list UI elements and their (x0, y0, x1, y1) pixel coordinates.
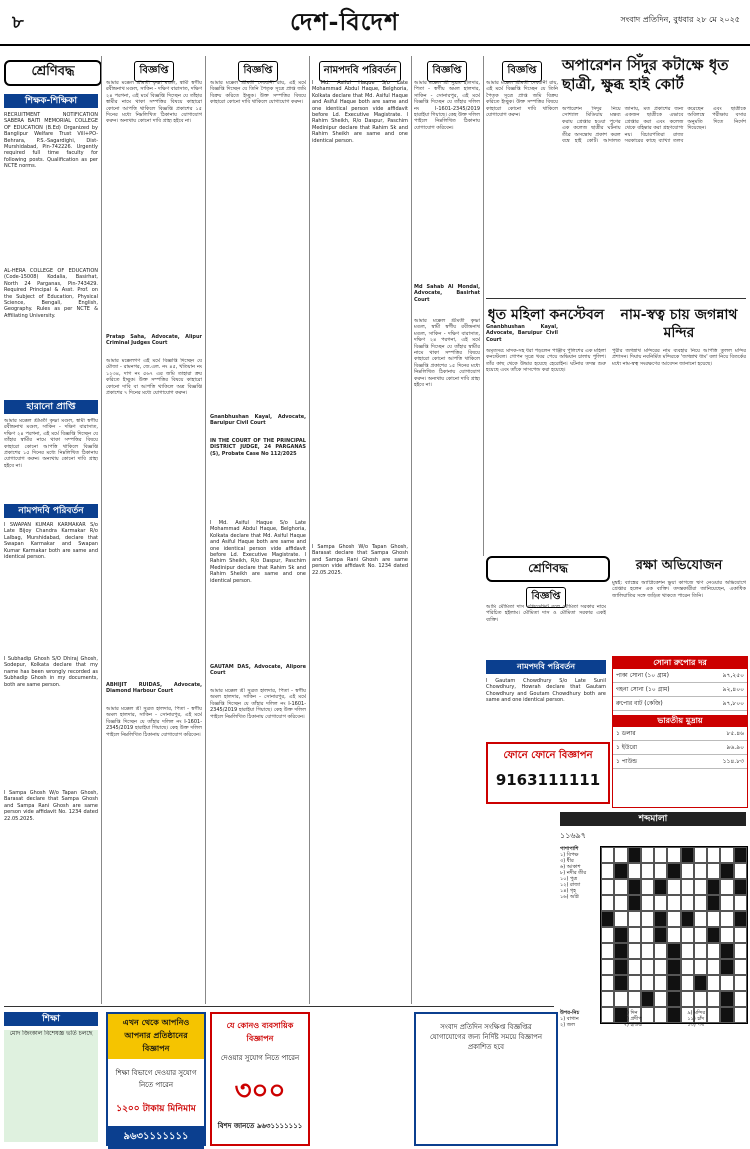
crossword-cell[interactable] (681, 975, 694, 991)
crossword-cell[interactable] (681, 863, 694, 879)
crossword-cell[interactable] (681, 847, 694, 863)
gold-rate-label: রুপোর বাট (কেজি) (616, 700, 663, 707)
crossword-cell[interactable] (667, 927, 680, 943)
crossword-cell[interactable] (614, 927, 627, 943)
crossword-cell[interactable] (694, 975, 707, 991)
main-headline: অপারেশন সিঁদুর কটাক্ষে ধৃত ছাত্রী, ক্ষুব্ধ হাই কোর্ট (562, 56, 729, 93)
crossword-cell[interactable] (694, 911, 707, 927)
crossword-cell[interactable] (720, 895, 733, 911)
phone-ad (486, 742, 610, 804)
classified2-nc-text: I Gautam Chowdhury S/o Late Sunil Chowdhury, Howrah declare that Gautam Chowdhury and Goutam Chowdhury both are same and one identical person. (486, 678, 606, 704)
court-heading: IN THE COURT OF THE PRINCIPAL DISTRICT JUDGE, 24 PARGANAS (S), Probate Case No 112/2025 (210, 438, 306, 457)
crossword-cell[interactable] (720, 975, 733, 991)
crossword-cell[interactable] (720, 959, 733, 975)
main-story-text: অপারেশন সিঁদুর নিয়ে সোশ্যাল মিডিয়ায় মন্তব্য করায় গ্রেপ্তার হওয়া পুণের এক কলেজ ছাত্রীর ঘটনায় তীব্র অসন্তোষ প্রকাশ করল বম্বে হাই কোর্ট। আদালত জানায়, মত প্রকাশের জন্য একজন ছাত্রীকে এভাবে গ্রেপ্তার করা এবং কলেজ থেকে বহিষ্কার করা গ্রহণযোগ্য নয়। বিচারপতিরা রাজ্য সরকারের কাছে ব্যাখ্যা তলব করেছেন এবং ছাত্রীকে অবিলম্বে পরীক্ষায় বসার অনুমতি দিতে নির্দেশ দিয়েছেন। (562, 106, 746, 145)
gold-rate-row (613, 669, 747, 683)
crossword-cell[interactable] (667, 847, 680, 863)
across-clue: ১০) পুত্র (560, 876, 578, 882)
market-box (612, 656, 748, 808)
classified2-label: বিজ্ঞপ্তি (526, 587, 565, 608)
crossword-cell[interactable] (681, 943, 694, 959)
currency-rate-row (613, 741, 747, 755)
crossword-cell[interactable] (707, 991, 720, 1007)
crossword-cell[interactable] (641, 975, 654, 991)
crossword-cell[interactable] (614, 863, 627, 879)
crossword-cell[interactable] (654, 943, 667, 959)
crossword-cell[interactable] (614, 943, 627, 959)
across-label: পাশাপাশি (560, 846, 579, 852)
crossword-cell[interactable] (654, 959, 667, 975)
crossword-cell[interactable] (641, 927, 654, 943)
crossword-cell[interactable] (707, 911, 720, 927)
crossword-cell[interactable] (720, 847, 733, 863)
bottom-divider (4, 1006, 554, 1007)
lost-found-text: আমার মক্কেল শ্রীমতী কৃষ্ণা মণ্ডল, স্বামী স্বর্গীয় রবীন্দ্রনাথ মণ্ডল, সাকিন - দক্ষিণ বারাসাত, দক্ষিণ ২৪ পরগনা, এই মর্মে বিজ্ঞপ্তি দিচ্ছেন যে তাঁহার স্বামীর নামে থাকা সম্পত্তির বিষয়ে কাহারো কোনো আপত্তি থাকিলে বিজ্ঞপ্তি প্রকাশের ১৫ দিনের মধ্যে নিম্নলিখিত ঠিকানায় যোগাযোগ করুন। অন্যথায় কোনো দাবি গ্রাহ্য হইবে না। (4, 418, 98, 469)
crossword-cell[interactable] (734, 895, 747, 911)
crossword-cell[interactable] (734, 975, 747, 991)
crossword-cell[interactable] (681, 879, 694, 895)
crossword-cell[interactable] (720, 991, 733, 1007)
notice-label-wrap (106, 58, 202, 82)
crossword-cell[interactable] (601, 943, 614, 959)
crossword-cell[interactable] (628, 895, 641, 911)
currency-rate-label: ১ ডলার (616, 730, 636, 737)
notice3-signer: Md Sahab Al Mondal, Advocate, Basirhat Court (414, 284, 480, 303)
dateline: সংবাদ প্রতিদিন, বুধবার ২৮ মে ২০২৫ (620, 15, 740, 24)
crossword-cell[interactable] (707, 975, 720, 991)
notice4-signer: Gnanbhushan Kayal, Advocate, Baruipur Civil Court (486, 324, 558, 343)
notice3-label-wrap (414, 58, 480, 82)
currency-rate-value: ৮৫.৪৬ (726, 730, 744, 737)
crossword-cell[interactable] (667, 911, 680, 927)
crossword-cell[interactable] (614, 911, 627, 927)
crossword-cell[interactable] (734, 911, 747, 927)
crossword-cell[interactable] (601, 959, 614, 975)
crossword-cell[interactable] (654, 911, 667, 927)
crossword-across (560, 846, 598, 996)
crossword-cell[interactable] (654, 879, 667, 895)
gold-rate-label: পাকা সোনা (১০ গ্রাম) (616, 672, 669, 679)
recruitment-ad-2: AL-HERA COLLEGE OF EDUCATION (Code-15008) Kodalia, Basirhat, North 24 Parganas, Pin-743429. Required Principal & Asst. Prof. on the Subject of Education, Physical Science, Bengali, English, Geography. Rules as per NCTE & Affiliating University. (4, 268, 98, 319)
crossword-cell[interactable] (720, 927, 733, 943)
crossword-cell[interactable] (734, 879, 747, 895)
brief-notice-box (414, 1012, 558, 1146)
crossword-cell[interactable] (681, 911, 694, 927)
column-divider (411, 56, 412, 1004)
crossword-cell[interactable] (641, 911, 654, 927)
story2-text: অমৃতসর: মাদক-সহ ধরা পড়লেন পাঞ্জাব পুলিশের এক মহিলা কনস্টেবল। গোপন সূত্রে খবর পেয়ে অভিযান চালায় পুলিশ। তাঁর কাছ থেকে উদ্ধার হয়েছে হেরোইন। ঘটনার তদন্ত শুরু হয়েছে এবং তাঁকে সাসপেন্ড করা হয়েছে। (486, 348, 606, 374)
notice2-label-wrap (210, 58, 306, 82)
story-divider (486, 298, 746, 299)
crossword-grid (600, 846, 748, 1024)
gold-rate-row (613, 697, 747, 711)
down-clue: ৪) দিন (623, 1010, 638, 1016)
classified-title: শ্রেণিবদ্ধ (31, 64, 75, 79)
crossword-cell[interactable] (694, 991, 707, 1007)
classified2-box (486, 556, 610, 582)
down-label: উপর-নিচ (560, 1010, 580, 1016)
name-change-label: নামপদবি পরিবর্তন (4, 504, 98, 518)
crossword-cell[interactable] (641, 943, 654, 959)
crossword-number: ১১৬৯৭ (560, 831, 586, 840)
crossword-cell[interactable] (641, 991, 654, 1007)
lost-found-label: হারানো প্রাপ্তি (4, 400, 98, 414)
crossword-cell[interactable] (667, 943, 680, 959)
gold-title: সোনা রুপোর দর (613, 657, 747, 669)
brief-notice-text: সংবাদ প্রতিদিন সংক্ষিপ্ত বিজ্ঞপ্তির যোগাযোগের জন্য নির্দিষ্ট সময়ে বিজ্ঞাপন প্রকাশিত হবে (429, 1023, 543, 1051)
crossword-cell[interactable] (628, 911, 641, 927)
crossword-cell[interactable] (667, 895, 680, 911)
across-clue: ১৬) অগ্নি (560, 894, 579, 900)
crossword-cell[interactable] (641, 895, 654, 911)
notice3-label: বিজ্ঞপ্তি (427, 61, 466, 82)
crossword-cell[interactable] (681, 959, 694, 975)
promo-ad-phone: ৯৬৩১১১১১১১ (108, 1126, 204, 1149)
crossword-cell[interactable] (734, 927, 747, 943)
notice-text-3: আমার মক্কেল শ্রী সুব্রত হালদার, পিতা - স্বর্গীয় অমল হালদার, সাকিন - সোনারপুর, এই মর্মে বিজ্ঞপ্তি দিচ্ছেন যে তাঁহার দলিল নং I-1601-2345/2019 হারাইয়া গিয়াছে। কেহ উক্ত দলিল পাইলে নিম্নলিখিত ঠিকানায় যোগাযোগ করিবেন। (106, 706, 202, 738)
court-signer: GAUTAM DAS, Advocate, Alipore Court (210, 664, 306, 677)
across-clue: ১) বিপক্ষ (560, 852, 579, 858)
business-ad-phone: বিশদ জানতে ৯৬৩১১১১১১১ (217, 1122, 303, 1130)
crossword-cell[interactable] (734, 847, 747, 863)
crossword-cell[interactable] (628, 879, 641, 895)
probate-text: আমার মক্কেল শ্রী সুব্রত হালদার, পিতা - স্বর্গীয় অমল হালদার, সাকিন - সোনারপুর, এই মর্মে বিজ্ঞপ্তি দিচ্ছেন যে তাঁহার দলিল নং I-1601-2345/2019 হারাইয়া গিয়াছে। কেহ উক্ত দলিল পাইলে নিম্নলিখিত ঠিকানায় যোগাযোগ করিবেন। (210, 688, 306, 720)
notice4-text: আমার মক্কেল শ্রীমতী দেবযানী রায়, এই মর্মে বিজ্ঞপ্তি দিচ্ছেন যে তিনি পৈতৃক সূত্রে প্রাপ্ত জমি বিক্রয় করিতে ইচ্ছুক। উক্ত সম্পত্তির বিষয়ে কাহারো কোনো দাবি থাকিলে যোগাযোগ করুন। (486, 80, 558, 119)
crossword-cell[interactable] (734, 863, 747, 879)
crossword-cell[interactable] (654, 895, 667, 911)
currency-rate-value: ৯৬.৯০ (726, 744, 744, 751)
crossword-cell[interactable] (681, 895, 694, 911)
down-clue: ৭) হাওয়া (623, 1022, 643, 1028)
crossword-cell[interactable] (694, 959, 707, 975)
currency-rate-label: ১ পাউন্ড (616, 758, 638, 765)
crossword-cell[interactable] (707, 847, 720, 863)
crossword-cell[interactable] (694, 863, 707, 879)
crossword-cell[interactable] (707, 863, 720, 879)
currency-rate-row (613, 727, 747, 741)
crossword-cell[interactable] (667, 991, 680, 1007)
promo-ad-price: ১২০০ টাকায় মিনিমাম (116, 1104, 196, 1114)
notice-signer-2: ABHIJIT RUIDAS, Advocate, Diamond Harbour Court (106, 682, 202, 695)
crossword-cell[interactable] (694, 895, 707, 911)
story3-headline: নাম-স্বত্ব চায় জগন্নাথ মন্দির (620, 307, 738, 341)
crossword-cell[interactable] (654, 975, 667, 991)
business-ad-price: ৩০০ (234, 1076, 286, 1106)
across-clue: ১৪) গৃহ (560, 888, 576, 894)
business-ad (210, 1012, 310, 1146)
name-change-col-text: I Md. Asiful Haque S/o Late Mohammad Abdul Haque, Belghoria, Kolkata declare that Md. Asiful Haque and Asiful Haque both are same and one identical person vide affidavit before Ld. Executive Magistrate. I Rahim Sheikh, R/o Daspur, Paschim Medinipur declare that Rahim Sk and Rahim Sheikh are same and one identical person. (312, 80, 408, 144)
across-clue: ৩) ধীর (560, 858, 574, 864)
notice2-signer: Gnanbhushan Kayal, Advocate, Baruipur Civil Court (210, 414, 306, 427)
phone-ad-number: 9163111111 (495, 771, 601, 789)
crossword-cell[interactable] (601, 927, 614, 943)
notice2-text: আমার মক্কেল শ্রীমতী দেবযানী রায়, এই মর্মে বিজ্ঞপ্তি দিচ্ছেন যে তিনি পৈতৃক সূত্রে প্রাপ্ত জমি বিক্রয় করিতে ইচ্ছুক। উক্ত সম্পত্তির বিষয়ে কাহারো কোনো দাবি থাকিলে যোগাযোগ করুন। (210, 80, 306, 106)
crossword-cell[interactable] (707, 959, 720, 975)
court-text: I Md. Asiful Haque S/o Late Mohammad Abdul Haque, Belghoria, Kolkata declare that Md. Asiful Haque and Asiful Haque both are same and one identical person vide affidavit before Ld. Executive Magistrate. I Rahim Sheikh, R/o Daspur, Paschim Medinipur declare that Rahim Sk and Rahim Sheikh are same and one identical person. (210, 520, 306, 584)
down-clue: ৯) মন্দির (687, 1010, 706, 1016)
section-title: দেশ-বিদেশ (290, 7, 400, 36)
column-divider (205, 56, 206, 1004)
notice-text: আমার মক্কেল শ্রীমতী কৃষ্ণা মণ্ডল, স্বামী স্বর্গীয় রবীন্দ্রনাথ মণ্ডল, সাকিন - দক্ষিণ বারাসাত, দক্ষিণ ২৪ পরগনা, এই মর্মে বিজ্ঞপ্তি দিচ্ছেন যে তাঁহার স্বামীর নামে থাকা সম্পত্তির বিষয়ে কাহারো কোনো আপত্তি থাকিলে বিজ্ঞপ্তি প্রকাশের ১৫ দিনের মধ্যে নিম্নলিখিত ঠিকানায় যোগাযোগ করুন। অন্যথায় কোনো দাবি গ্রাহ্য হইবে না। (106, 80, 202, 125)
currency-title: ভারতীয় মুদ্রায় (613, 715, 747, 727)
story4-headline: রক্ষা অভিযোজন (635, 558, 723, 573)
crossword-title: শব্দমালা (560, 812, 746, 826)
teachers-label: শিক্ষক-শিক্ষিকা (4, 94, 98, 108)
crossword-cell[interactable] (628, 943, 641, 959)
crossword-cell[interactable] (667, 959, 680, 975)
down-clue: ১১) চাঁদ (687, 1016, 705, 1022)
name-change-col-text-2: I Sampa Ghosh W/o Tapan Ghosh, Barasat declare that Sampa Ghosh and Sampa Rani Ghosh are same person vide affidavit No. 1234 dated 22.05.2025. (312, 544, 408, 576)
down-clue: ১৩) পথ (687, 1022, 704, 1028)
crossword-cell[interactable] (667, 879, 680, 895)
crossword-cell[interactable] (614, 959, 627, 975)
name-change-1: I SWAPAN KUMAR KARMAKAR S/o Late Bijoy Chandra Karmakar R/o Lalbag, Murshidabad, declare that Swapan Karmakar and Swapan Kumar Karmakar both are same and identical person. (4, 522, 98, 561)
currency-rate-label: ১ ইউরো (616, 744, 638, 751)
crossword-down (560, 1010, 746, 1130)
crossword-cell[interactable] (720, 879, 733, 895)
notice-text-2: আমার মক্কেলগণ এই মর্মে বিজ্ঞপ্তি দিচ্ছেন যে মৌজা - রামনগর, জে.এল. নং ৪৫, খতিয়ান নং ১২৩৪, দাগ নং ৫৬৭ এর জমি তাহারা ক্রয় করিতে ইচ্ছুক। উক্ত সম্পত্তির বিষয়ে কাহারো কোনো দাবি বা আপত্তি থাকিলে অত্র বিজ্ঞপ্তি প্রকাশের ৭ দিনের মধ্যে যোগাযোগ করুন। (106, 358, 202, 397)
crossword-cell[interactable] (707, 927, 720, 943)
shiksha-title: শিক্ষা (4, 1012, 98, 1026)
name-change-2: I Subhadip Ghosh S/O Dhiraj Ghosh, Sodepur, Kolkata declare that my name has been wrongly recorded as Subhadip Ghosh in my documents, both are same person. (4, 656, 98, 688)
notice2-label: বিজ্ঞপ্তি (238, 61, 277, 82)
crossword-cell[interactable] (628, 863, 641, 879)
crossword-cell[interactable] (628, 847, 641, 863)
notice4-label-wrap (486, 58, 558, 82)
crossword-cell[interactable] (614, 991, 627, 1007)
crossword-cell[interactable] (707, 879, 720, 895)
crossword-cell[interactable] (601, 975, 614, 991)
notice4-label: বিজ্ঞপ্তি (502, 61, 541, 82)
currency-rows (613, 727, 747, 769)
crossword-cell[interactable] (641, 863, 654, 879)
crossword-cell[interactable] (654, 847, 667, 863)
gold-rate-value: ৯৭,৮০০ (722, 700, 744, 707)
across-clues (560, 852, 598, 900)
column-divider (483, 56, 484, 556)
page-header (0, 0, 750, 46)
shiksha-text: মোদ জিংকাল বিশেষজ্ঞ ভর্তি চলছে (4, 1030, 98, 1142)
crossword-cell[interactable] (614, 895, 627, 911)
gold-rate-value: ৯৭,২৫০ (722, 672, 744, 679)
classified2-title: শ্রেণিবদ্ধ (528, 561, 568, 575)
crossword-cell[interactable] (601, 911, 614, 927)
notice3-text-2: আমার মক্কেল শ্রীমতী কৃষ্ণা মণ্ডল, স্বামী স্বর্গীয় রবীন্দ্রনাথ মণ্ডল, সাকিন - দক্ষিণ বারাসাত, দক্ষিণ ২৪ পরগনা, এই মর্মে বিজ্ঞপ্তি দিচ্ছেন যে তাঁহার স্বামীর নামে থাকা সম্পত্তির বিষয়ে কাহারো কোনো আপত্তি থাকিলে বিজ্ঞপ্তি প্রকাশের ১৫ দিনের মধ্যে নিম্নলিখিত ঠিকানায় যোগাযোগ করুন। অন্যথায় কোনো দাবি গ্রাহ্য হইবে না। (414, 318, 480, 389)
currency-rate-value: ১১৪.৮৩ (722, 758, 744, 765)
crossword-cell[interactable] (734, 991, 747, 1007)
across-clue: ৬) আকাশ (560, 864, 581, 870)
name-change-col-label-wrap (312, 58, 408, 82)
crossword-cell[interactable] (601, 847, 614, 863)
down-clue: ১) বাগান (560, 1016, 579, 1022)
gold-rate-value: ৯২,৪০০ (722, 686, 744, 693)
page-number: ৮ (12, 12, 24, 33)
story4-text: মুম্বই: ব্যাঙ্কের অ্যাপ্লিকেশন ভুয়া কাগজে ঋণ নেওয়ার অভিযোগে গ্রেপ্তার হলেন এক ব্যক্তি। তদন্তকারীরা জানিয়েছেন, একাধিক জালিয়াতির সঙ্গে জড়িত থাকতে পারেন তিনি। (612, 580, 746, 599)
phone-ad-title: ফোনে ফোনে বিজ্ঞাপন (503, 750, 593, 761)
crossword-cell[interactable] (641, 959, 654, 975)
name-change-col-label: নামপদবি পরিবর্তন (319, 61, 402, 82)
crossword-cell[interactable] (667, 863, 680, 879)
crossword-cell[interactable] (614, 847, 627, 863)
classified-box (4, 60, 102, 86)
crossword-cell[interactable] (614, 879, 627, 895)
notice-signer: Pratap Saha, Advocate, Alipur Criminal Judges Court (106, 334, 202, 347)
crossword-cell[interactable] (628, 991, 641, 1007)
gold-rate-row (613, 683, 747, 697)
column-divider (309, 56, 310, 1004)
crossword-cell[interactable] (654, 863, 667, 879)
business-ad-sub: দেওয়ার সুযোগ নিতে পারেন (220, 1054, 300, 1062)
promo-ad-sub: শিক্ষা বিভাগে দেওয়ার সুযোগ নিতে পারেন (115, 1069, 197, 1089)
crossword-cell[interactable] (641, 879, 654, 895)
across-clue: ৮) নদীর তীর (560, 870, 587, 876)
crossword-cell[interactable] (667, 975, 680, 991)
crossword-cell[interactable] (694, 943, 707, 959)
crossword-cell[interactable] (601, 895, 614, 911)
crossword-cell[interactable] (720, 943, 733, 959)
crossword-cell[interactable] (601, 879, 614, 895)
notice-label: বিজ্ঞপ্তি (134, 61, 173, 82)
crossword-cell[interactable] (628, 959, 641, 975)
story2-headline: ধৃত মহিলা কনস্টেবল (487, 307, 605, 323)
crossword-cell[interactable] (720, 911, 733, 927)
down-clue: ২) জল (560, 1022, 575, 1028)
business-ad-title: যে কোনও ব্যবসায়িক বিজ্ঞাপন (226, 1021, 294, 1043)
crossword-cell[interactable] (681, 927, 694, 943)
promo-ad (106, 1012, 206, 1146)
gold-rate-label: গহনা সোনা (১০ গ্রাম) (616, 686, 670, 693)
crossword-cell[interactable] (601, 991, 614, 1007)
recruitment-ad-1: RECRUITMENT NOTIFICATION SABERA BAITI MEMORIAL COLLEGE OF EDUCATION (B.Ed) Organized by Banglipur Welfare Trust Vill+PO-Behrara, P.S.-Sagardighi, Dist-Murshidabad, Pin-742226. Urgently required full time faculty for following posts. Qualification as per NCTE norms. (4, 112, 98, 170)
crossword-cell[interactable] (720, 863, 733, 879)
down-clue: ৫) প্রদীপ (623, 1016, 642, 1022)
crossword-cell[interactable] (681, 991, 694, 1007)
column-divider (101, 56, 102, 1004)
classified2-text: আমি মৌমিতা দাস এফিডেভিট বলে মৌমিতা সরকার নামে পরিচিত হইলাম। মৌমিতা দাস ও মৌমিতা সরকার একই ব্যক্তি। (486, 604, 606, 623)
crossword-cell[interactable] (654, 927, 667, 943)
crossword-cell[interactable] (734, 943, 747, 959)
promo-ad-title: এখন থেকে আপনিও আপনার প্রতিষ্ঠানের বিজ্ঞাপন (108, 1014, 204, 1059)
crossword-cell[interactable] (628, 927, 641, 943)
gold-rows (613, 669, 747, 711)
notice3-text: আমার মক্কেল শ্রী সুব্রত হালদার, পিতা - স্বর্গীয় অমল হালদার, সাকিন - সোনারপুর, এই মর্মে বিজ্ঞপ্তি দিচ্ছেন যে তাঁহার দলিল নং I-1601-2345/2019 হারাইয়া গিয়াছে। কেহ উক্ত দলিল পাইলে নিম্নলিখিত ঠিকানায় যোগাযোগ করিবেন। (414, 80, 480, 131)
crossword-cell[interactable] (641, 847, 654, 863)
currency-rate-row (613, 755, 747, 769)
crossword-cell[interactable] (734, 959, 747, 975)
crossword-cell[interactable] (707, 943, 720, 959)
crossword-cell[interactable] (614, 975, 627, 991)
across-clue: ১২) রাজা (560, 882, 581, 888)
crossword-cell[interactable] (628, 975, 641, 991)
crossword-cell[interactable] (694, 847, 707, 863)
name-change-3: I Sampa Ghosh W/o Tapan Ghosh, Barasat declare that Sampa Ghosh and Sampa Rani Ghosh are same person vide affidavit No. 1234 dated 22.05.2025. (4, 790, 98, 822)
crossword-cell[interactable] (694, 927, 707, 943)
crossword-cell[interactable] (694, 879, 707, 895)
crossword-cell[interactable] (707, 895, 720, 911)
classified2-nc-label: নামপদবি পরিবর্তন (486, 660, 606, 674)
crossword-cell[interactable] (654, 991, 667, 1007)
story3-text: পুরীর জগন্নাথ মন্দিরের নাম ব্যবহার নিয়ে আপত্তি তুলল মন্দির প্রশাসন। দিঘায় নবনির্মিত মন্দিরকে 'জগন্নাথ ধাম' বলা নিয়ে বিতর্কের মধ্যে নাম-স্বত্ব সংরক্ষণের আবেদন জানানো হয়েছে। (612, 348, 746, 367)
crossword-cell[interactable] (601, 863, 614, 879)
